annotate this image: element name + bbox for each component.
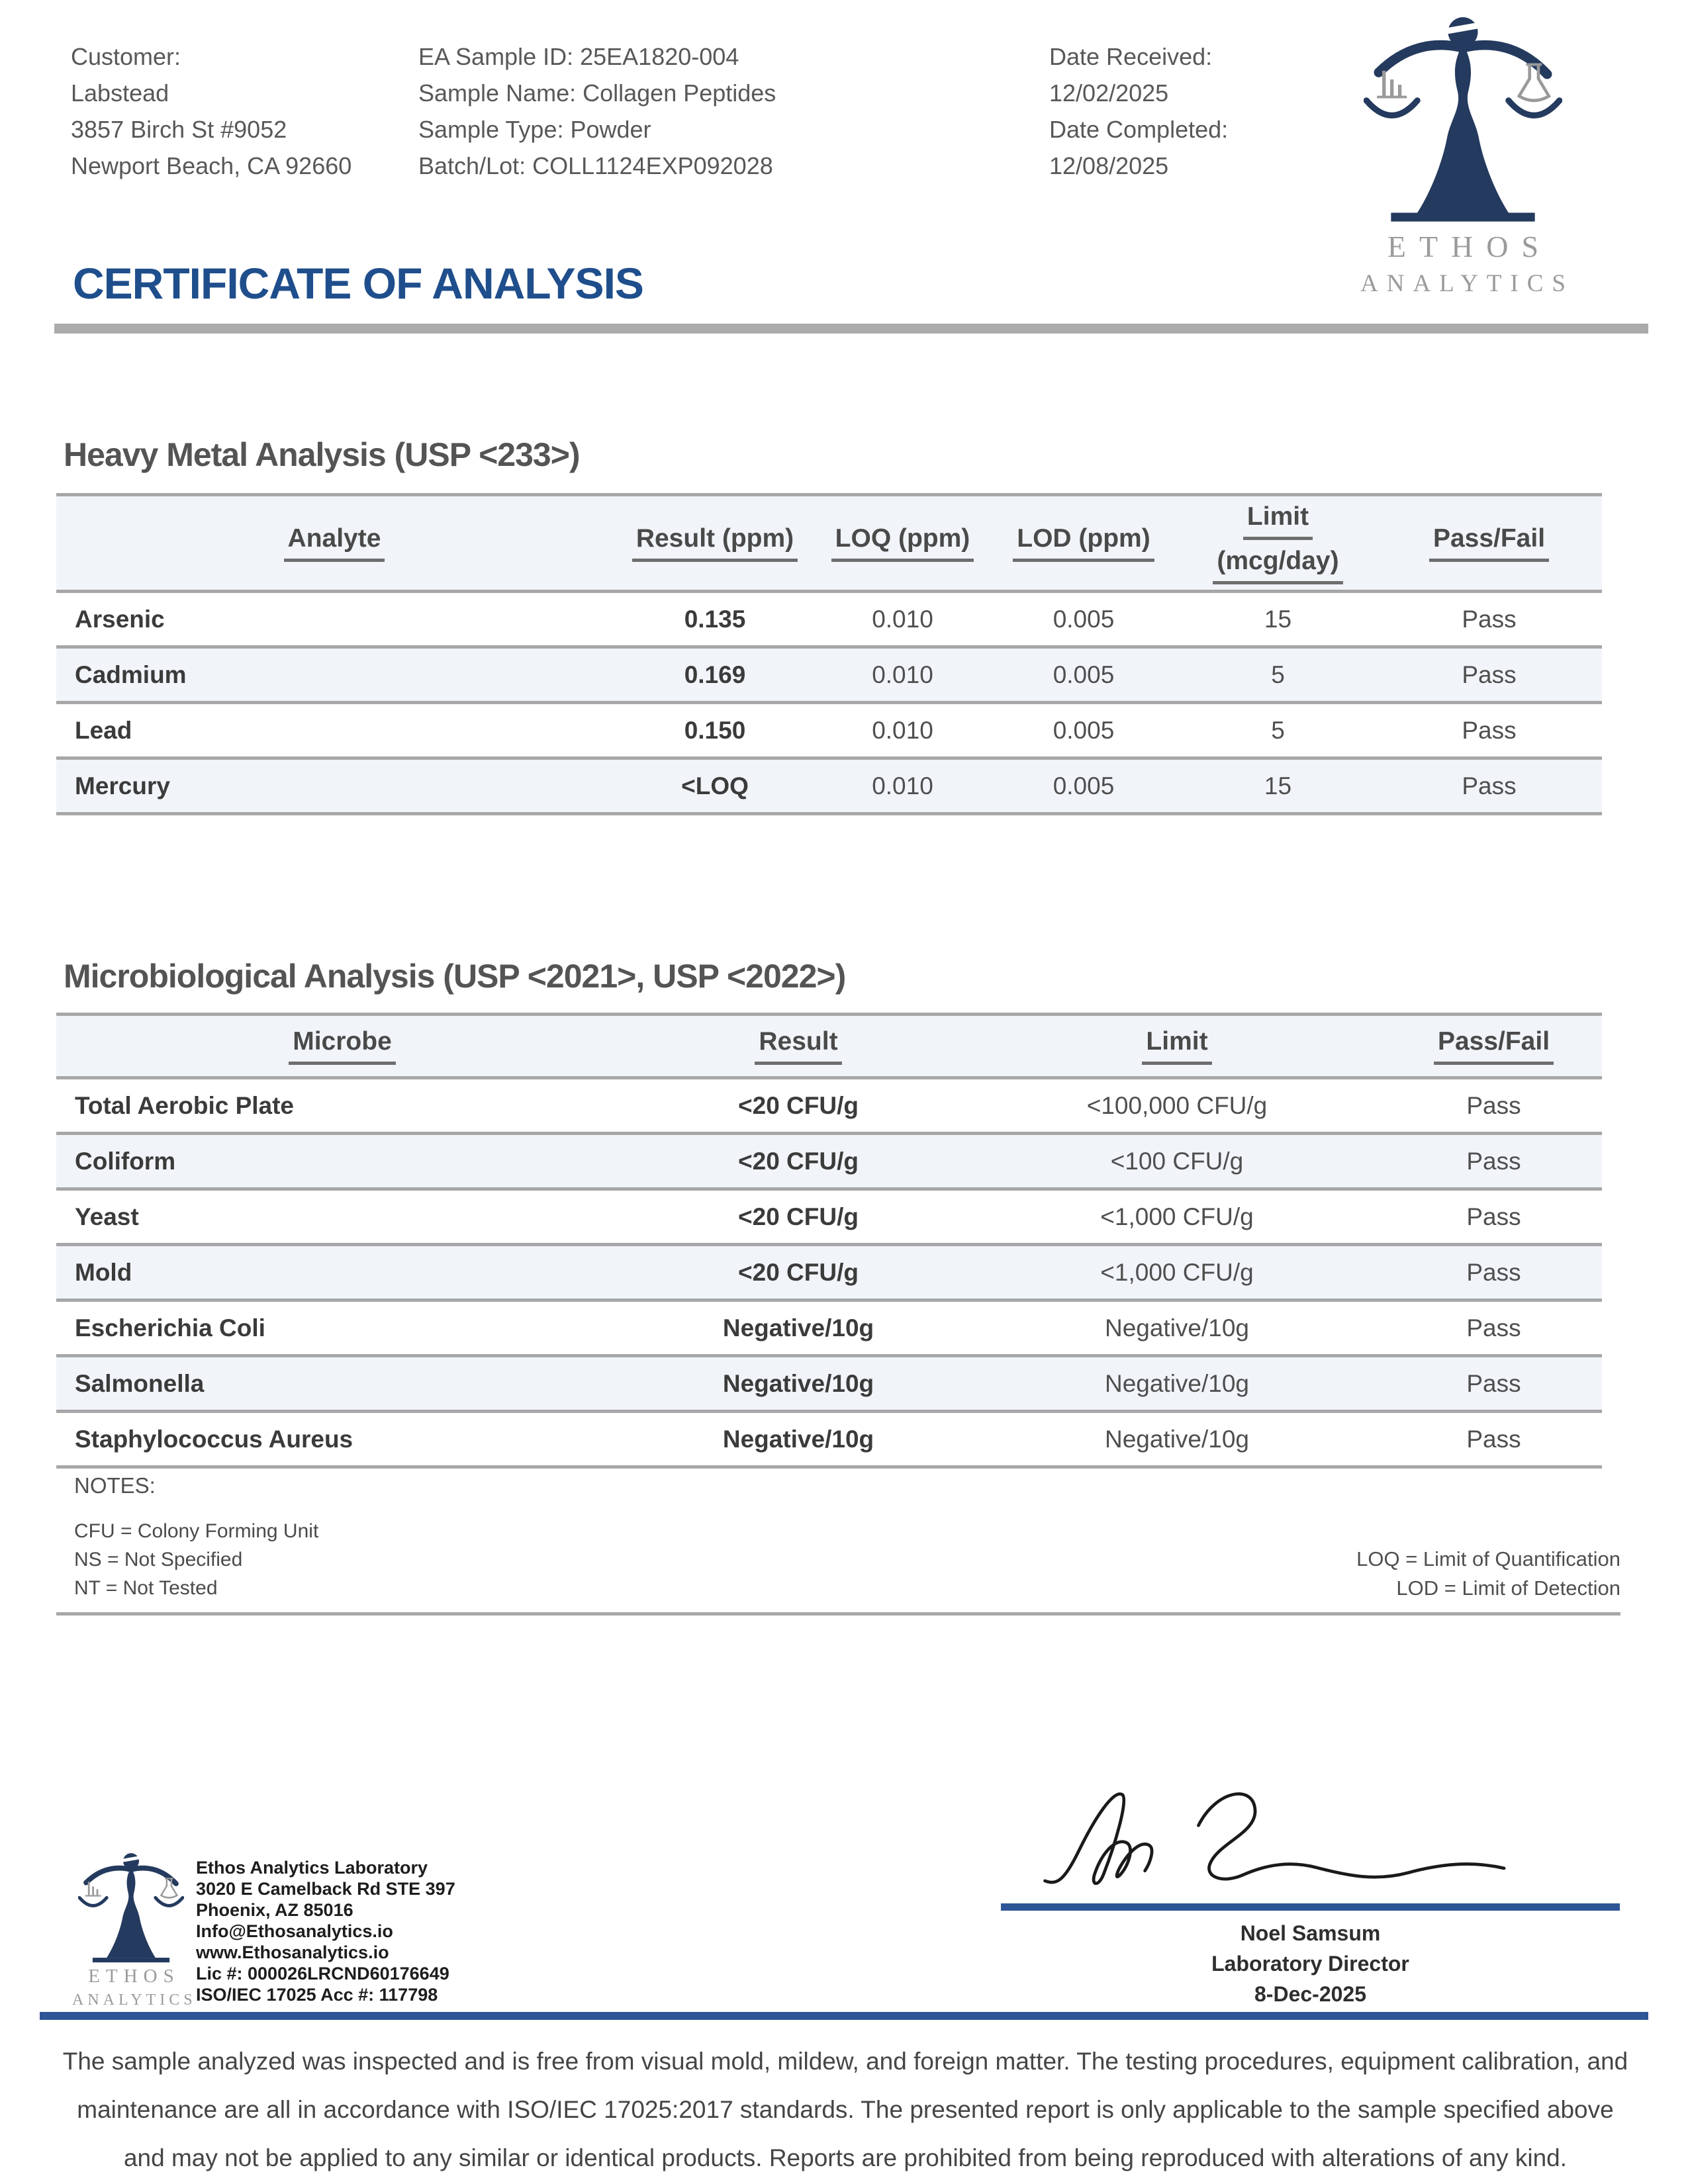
table-row-arsenic (56, 592, 1602, 647)
micro-header-row (56, 1015, 1602, 1078)
legend-loq: LOQ = Limit of Quantification (1356, 1547, 1620, 1570)
cell-result: Negative/10g (722, 1314, 874, 1342)
table-row-mercury (56, 758, 1602, 814)
cell-result: Negative/10g (722, 1369, 874, 1397)
date-completed-label: Date Completed: (1049, 116, 1229, 143)
disclaimer-text: The sample analyzed was inspected and is free from visual mold, mildew, and foreign matter. The testing procedures, equipment calibration, and maintenance are all in accordance with ISO/IEC 17025:2017 standards. The presented report is only applicable to the sample specified above and may not be applied to any similar or identical products. Reports are prohibited from being reproduced with alterations of any kind. (62, 2048, 1628, 2171)
column-header-limit: Limit (mcg/day) (1180, 495, 1376, 592)
cell-limit: <100,000 CFU/g (1086, 1091, 1268, 1119)
ethos-analytics-logo (1321, 15, 1605, 298)
logo-wordmark-analytics: ANALYTICS (1360, 270, 1574, 297)
sample-name-value: Collagen Peptides (583, 79, 776, 107)
heavy-metals-header-row (56, 495, 1602, 592)
notes-label: NOTES: (74, 1473, 156, 1498)
signatory-block (1001, 1918, 1620, 2009)
title-divider (54, 324, 1648, 334)
cell-lod: 0.005 (1053, 772, 1115, 799)
signature-line (1001, 1903, 1620, 1911)
cell-result: <20 CFU/g (738, 1147, 859, 1175)
signatory-title: Laboratory Director (1211, 1952, 1409, 1976)
cell-limit: Negative/10g (1104, 1314, 1250, 1342)
cell-result: <LOQ (681, 772, 749, 799)
cell-limit: <1,000 CFU/g (1100, 1203, 1254, 1230)
table-row-lead (56, 703, 1602, 758)
column-header-result: Result (628, 1015, 968, 1078)
lab-iso-accreditation: ISO/IEC 17025 Acc #: 117798 (196, 1985, 438, 2005)
customer-name: Labstead (71, 79, 169, 107)
cell-analyte: Mercury (75, 772, 170, 799)
date-received-value: 12/02/2025 (1049, 79, 1169, 107)
cell-limit: 15 (1264, 605, 1292, 633)
cell-pass-fail: Pass (1466, 1147, 1521, 1175)
cell-pass-fail: Pass (1466, 1091, 1521, 1119)
customer-address-line1: 3857 Birch St #9052 (71, 116, 287, 143)
batch-lot-label: Batch/Lot: (418, 152, 526, 179)
cell-pass-fail: Pass (1462, 605, 1517, 633)
cell-analyte: Cadmium (75, 660, 187, 688)
table-row-coliform (56, 1134, 1602, 1189)
batch-lot-line (418, 148, 776, 184)
table-row-staphylococcus-aureus (56, 1412, 1602, 1467)
sample-type-value: Powder (570, 116, 651, 143)
customer-address-line2: Newport Beach, CA 92660 (71, 152, 352, 179)
column-header-analyte: Analyte (56, 495, 612, 592)
cell-loq: 0.010 (872, 660, 933, 688)
cell-result: <20 CFU/g (738, 1258, 859, 1286)
cell-microbe: Yeast (75, 1203, 139, 1230)
lab-email: Info@Ethosanalytics.io (196, 1921, 393, 1941)
cell-microbe: Salmonella (75, 1369, 205, 1397)
cell-result: <20 CFU/g (738, 1203, 859, 1230)
cell-pass-fail: Pass (1466, 1369, 1521, 1397)
column-header-result: Result (ppm) (612, 495, 818, 592)
customer-label: Customer: (71, 43, 181, 70)
cell-loq: 0.010 (872, 772, 933, 799)
cell-limit: Negative/10g (1104, 1425, 1250, 1453)
cell-limit: 15 (1264, 772, 1292, 799)
signature-date: 8-Dec-2025 (1254, 1982, 1366, 2006)
signature (1019, 1779, 1589, 1905)
sample-id-line (418, 38, 776, 75)
cell-limit: <100 CFU/g (1110, 1147, 1244, 1175)
sample-block (418, 38, 776, 184)
cell-microbe: Mold (75, 1258, 132, 1286)
cell-pass-fail: Pass (1462, 772, 1517, 799)
table-row-salmonella (56, 1356, 1602, 1412)
table-row-total-aerobic-plate (56, 1078, 1602, 1134)
cell-loq: 0.010 (872, 605, 933, 633)
cell-limit: <1,000 CFU/g (1100, 1258, 1254, 1286)
heavy-metals-table (56, 493, 1602, 815)
cell-pass-fail: Pass (1466, 1314, 1521, 1342)
table-row-mold (56, 1245, 1602, 1300)
cell-lod: 0.005 (1053, 716, 1115, 744)
sample-name-label: Sample Name: (418, 79, 577, 107)
sample-id-label: EA Sample ID: (418, 43, 574, 70)
customer-block (71, 38, 352, 184)
cell-result: 0.169 (684, 660, 746, 688)
note-nt: NT = Not Tested (74, 1577, 218, 1599)
column-header-microbe: Microbe (56, 1015, 628, 1078)
logo-wordmark-analytics: ANALYTICS (72, 1991, 197, 2009)
column-header-loq: LOQ (ppm) (818, 495, 988, 592)
column-header-lod: LOD (ppm) (988, 495, 1180, 592)
notes-divider (56, 1612, 1620, 1615)
lab-address-line2: Phoenix, AZ 85016 (196, 1900, 353, 1920)
sample-name-line (418, 75, 776, 111)
cell-loq: 0.010 (872, 716, 933, 744)
logo-wordmark-ethos: ETHOS (88, 1966, 180, 1987)
microbiological-table (56, 1013, 1602, 1469)
cell-microbe: Staphylococcus Aureus (75, 1425, 353, 1453)
dates-block (1049, 38, 1228, 184)
signatory-name: Noel Samsum (1240, 1921, 1381, 1945)
lab-license-number: Lic #: 000026LRCND60176649 (196, 1964, 449, 1983)
cell-analyte: Lead (75, 716, 132, 744)
sample-id-value: 25EA1820-004 (580, 43, 739, 70)
table-row-yeast (56, 1189, 1602, 1245)
column-header-pass-fail: Pass/Fail (1376, 495, 1602, 592)
lab-address-line1: 3020 E Camelback Rd STE 397 (196, 1879, 455, 1899)
batch-lot-value: COLL1124EXP092028 (532, 152, 773, 179)
page-title: CERTIFICATE OF ANALYSIS (73, 259, 643, 308)
cell-result: Negative/10g (722, 1425, 874, 1453)
cell-result: 0.150 (684, 716, 746, 744)
laboratory-info-block (196, 1857, 455, 2005)
lab-name: Ethos Analytics Laboratory (196, 1858, 428, 1878)
cell-microbe: Total Aerobic Plate (75, 1091, 295, 1119)
cell-limit: Negative/10g (1104, 1369, 1250, 1397)
cell-limit: 5 (1271, 716, 1285, 744)
table-row-cadmium (56, 647, 1602, 703)
note-cfu: CFU = Colony Forming Unit (74, 1520, 319, 1542)
microbiological-heading: Microbiological Analysis (USP <2021>, USP <2022>) (64, 958, 846, 995)
justice-scales-icon (1364, 15, 1562, 225)
cell-pass-fail: Pass (1462, 716, 1517, 744)
heavy-metals-heading: Heavy Metal Analysis (USP <233>) (64, 436, 580, 473)
footer-divider (40, 2012, 1648, 2020)
sample-type-label: Sample Type: (418, 116, 564, 143)
cell-result: 0.135 (684, 605, 746, 633)
cell-lod: 0.005 (1053, 660, 1115, 688)
cell-microbe: Escherichia Coli (75, 1314, 265, 1342)
note-ns: NS = Not Specified (74, 1549, 243, 1570)
notes-abbreviations (74, 1517, 318, 1602)
column-header-limit: Limit (968, 1015, 1385, 1078)
legend-lod: LOD = Limit of Detection (1396, 1576, 1620, 1600)
sample-type-line (418, 111, 776, 148)
column-header-pass-fail: Pass/Fail (1385, 1015, 1602, 1078)
cell-pass-fail: Pass (1462, 660, 1517, 688)
date-completed-value: 12/08/2025 (1049, 152, 1169, 179)
loq-lod-legend (993, 1545, 1620, 1603)
logo-wordmark-ethos: ETHOS (1387, 230, 1552, 263)
cell-pass-fail: Pass (1466, 1258, 1521, 1286)
cell-pass-fail: Pass (1466, 1203, 1521, 1230)
ethos-analytics-logo-footer (68, 1852, 197, 2009)
justice-scales-icon (78, 1852, 184, 1964)
cell-microbe: Coliform (75, 1147, 176, 1175)
lab-website: www.Ethosanalytics.io (196, 1942, 389, 1962)
date-received-label: Date Received: (1049, 43, 1213, 70)
table-row-escherichia-coli (56, 1300, 1602, 1356)
cell-analyte: Arsenic (75, 605, 165, 633)
cell-pass-fail: Pass (1466, 1425, 1521, 1453)
cell-lod: 0.005 (1053, 605, 1115, 633)
cell-result: <20 CFU/g (738, 1091, 859, 1119)
cell-limit: 5 (1271, 660, 1285, 688)
